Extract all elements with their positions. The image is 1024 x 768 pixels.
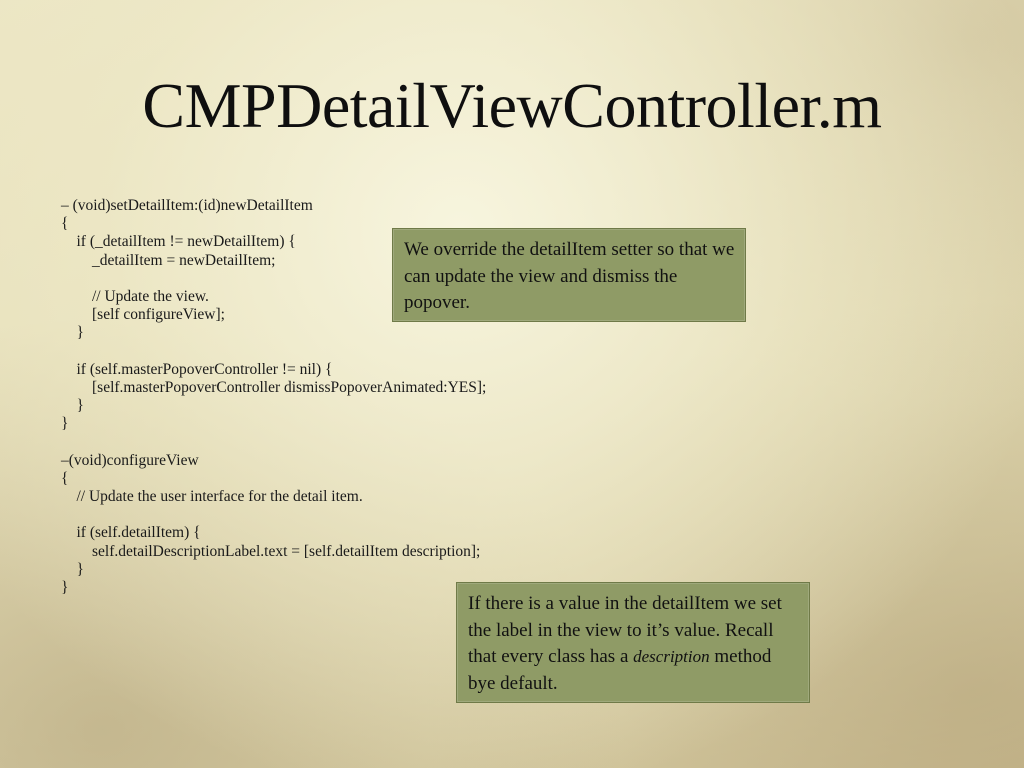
callout-description-text-after: method bye default. bbox=[468, 646, 772, 694]
code-line: } bbox=[61, 560, 84, 578]
code-line: _detailItem = newDetailItem; bbox=[61, 251, 276, 269]
code-line: { bbox=[61, 215, 69, 233]
code-line: { bbox=[61, 469, 69, 487]
code-line: } bbox=[61, 415, 69, 433]
code-line: [self configureView]; bbox=[61, 306, 225, 324]
code-line bbox=[61, 433, 486, 451]
callout-setter-text: We override the detailItem setter so that we can update the view and dismiss the popover. bbox=[404, 239, 735, 313]
code-line: } bbox=[61, 397, 84, 415]
code-line: if (_detailItem != newDetailItem) { bbox=[61, 233, 296, 251]
code-line: self.detailDescriptionLabel.text = [self.detailItem description]; bbox=[61, 542, 481, 560]
code-line: // Update the view. bbox=[61, 287, 209, 305]
code-line: // Update the user interface for the detail item. bbox=[61, 488, 363, 505]
code-line bbox=[61, 506, 486, 524]
code-line: – (void)setDetailItem:(id)newDetailItem bbox=[61, 197, 313, 214]
code-line: [self.masterPopoverController dismissPopoverAnimated:YES]; bbox=[61, 378, 487, 396]
callout-description-text-before: If there is a value in the detailItem we set the label in the view to it’s value. Recall that every class has a bbox=[468, 593, 782, 667]
code-line: } bbox=[61, 578, 69, 596]
code-line: } bbox=[61, 324, 84, 342]
code-line: if (self.masterPopoverController != nil) { bbox=[61, 360, 333, 378]
callout-description-emphasis: description bbox=[633, 647, 710, 666]
callout-description-note bbox=[456, 582, 810, 703]
callout-setter-note bbox=[392, 228, 746, 322]
slide-title: CMPDetailViewController.m bbox=[142, 70, 882, 141]
code-line bbox=[61, 343, 486, 361]
code-line: if (self.detailItem) { bbox=[61, 524, 201, 542]
code-line: –(void)configureView bbox=[61, 451, 199, 469]
